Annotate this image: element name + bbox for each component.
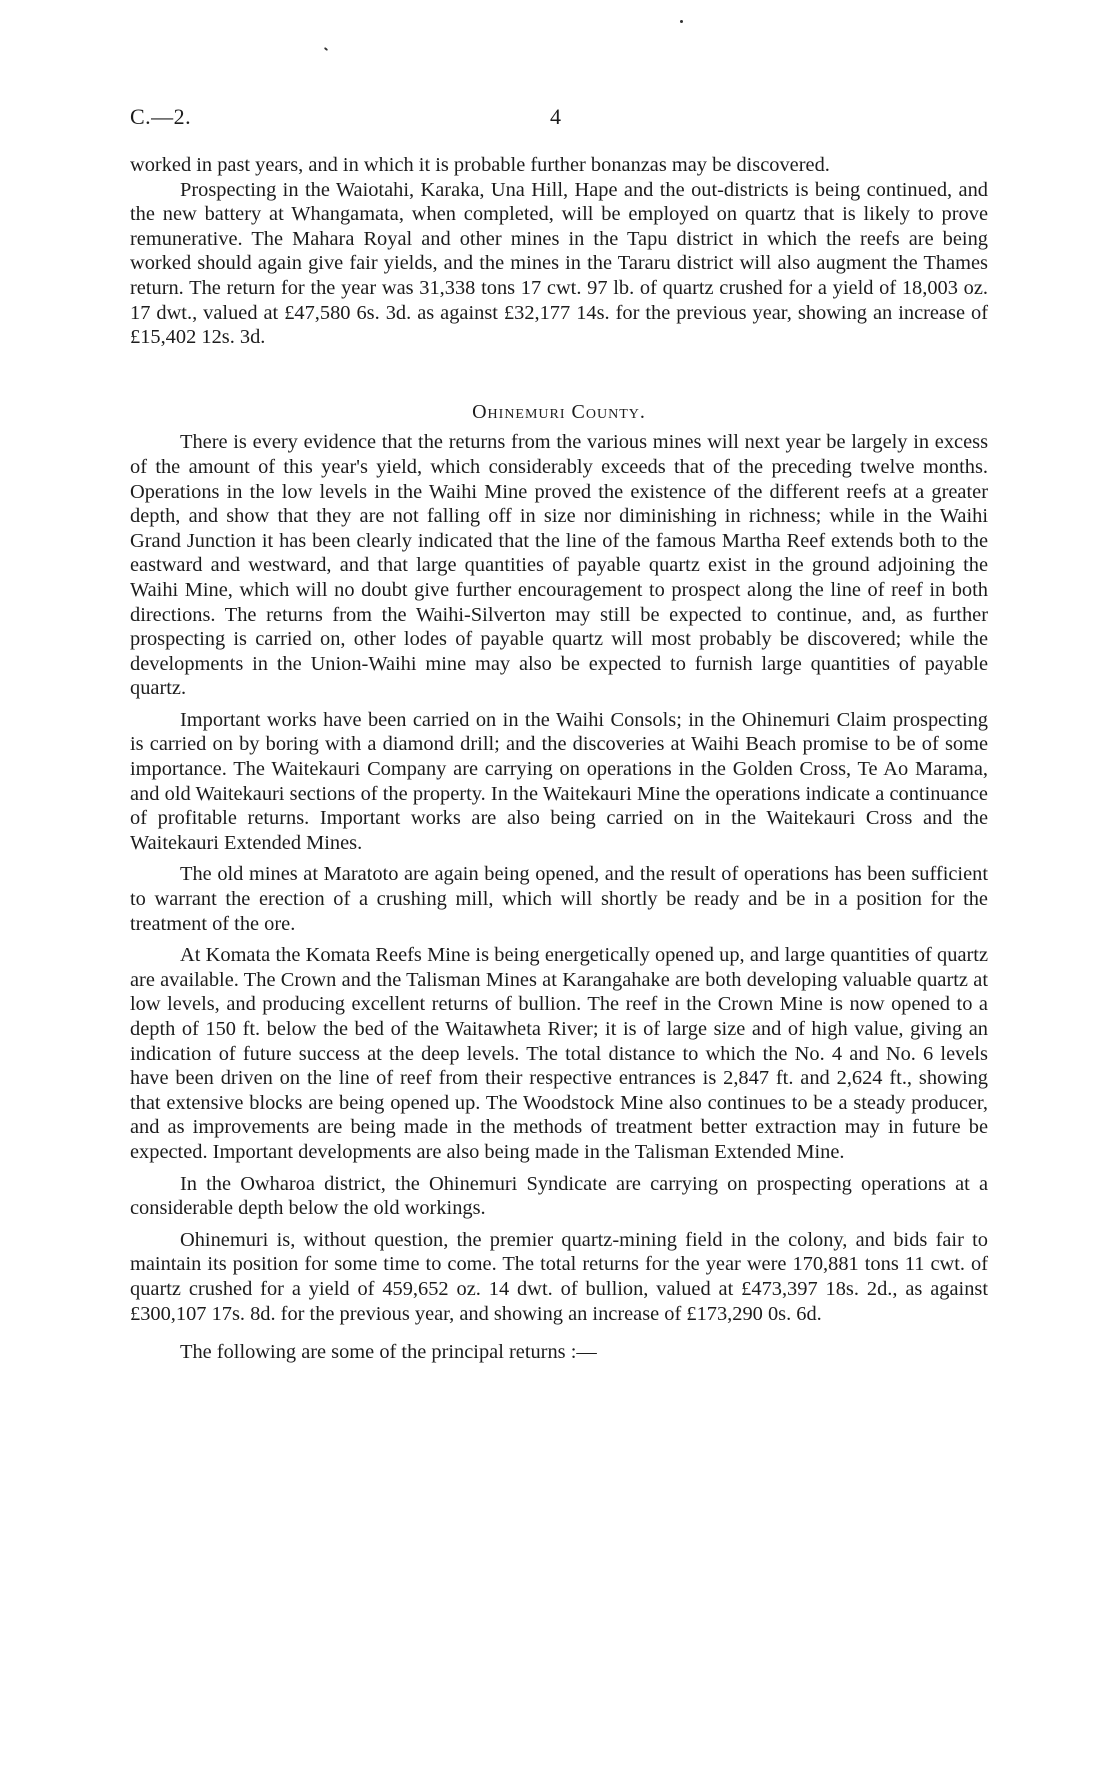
section-heading-ohinemuri-county: Ohinemuri County. (472, 400, 646, 423)
document-reference: C.—2. (130, 104, 192, 129)
page-number: 4 (550, 104, 561, 129)
ink-speck (324, 47, 328, 51)
paragraph-waihi-consols: Important works have been carried on in the Waihi Consols; in the Ohinemuri Claim prospecting is carried on by boring with a diamond drill; and the discoveries at Waihi Beach promise to be of some importance. The Waitekauri Company are carrying on operations in the Golden Cross, Te Ao Marama, and old Waitekauri sections of the property. In the Waitekauri Mine the operations indicate a continuance of profitable returns. Important works are also being carried on in the Waitekauri Cross and the Waitekauri Extended Mines. (130, 708, 988, 854)
paragraph-continuation: worked in past years, and in which it is probable further bonanzas may be discovered. (130, 154, 830, 176)
paragraph-komata: At Komata the Komata Reefs Mine is being energetically opened up, and large quantities of quartz are available. The Crown and the Talisman Mines at Karangahake are both developing valuable quartz at low levels, and producing excellent returns of bullion. The reef in the Crown Mine is now opened to a depth of 150 ft. below the bed of the Waitawheta River; it is of large size and of high value, giving an indication of future success at the deep levels. The total distance to which the No. 4 and No. 6 levels have been driven on the line of reef from their respective entrances is 2,847 ft. and 2,624 ft., showing that extensive blocks are being opened up. The Woodstock Mine also continues to be a steady producer, and as improvements are being made in the methods of treatment better extraction may in future be expected. Important developments are also being made in the Talisman Extended Mine. (130, 944, 988, 1163)
paragraph-maratoto: The old mines at Maratoto are again being opened, and the result of operations has been sufficient to warrant the erection of a crushing mill, which will shortly be ready and be in a position for the treatment of the ore. (130, 863, 988, 935)
body-text (130, 153, 988, 1365)
paragraph-principal-returns-intro: The following are some of the principal returns :— (180, 1341, 597, 1364)
ink-speck (680, 20, 683, 23)
paragraph-ohinemuri-evidence: There is every evidence that the returns from the various mines will next year be largely in excess of the amount of this year's yield, which considerably exceeds that of the preceding twelve months. Operations in the low levels in the Waihi Mine proved the existence of the different reefs at a greater depth, and show that they are not falling off in size nor diminishing in richness; while in the Waihi Grand Junction it has been clearly indicated that the line of the famous Martha Reef extends both to the eastward and westward, and that large quantities of payable quartz exist in the ground adjoining the Waihi Mine, which will no doubt give further encouragement to prospect along the line of reef in both directions. The returns from the Waihi-Silverton may still be expected to continue, and, as further prospecting is carried on, other lodes of payable quartz will most probably be discovered; while the developments in the Union-Waihi mine may also be expected to furnish large quantities of payable quartz. (130, 431, 988, 700)
page-header (130, 104, 988, 138)
paragraph-thames-prospecting: Prospecting in the Waiotahi, Karaka, Una Hill, Hape and the out-districts is being continued, and the new battery at Whangamata, when completed, will be employed on quartz that is likely to prove remunerative. The Mahara Royal and other mines in the Tapu district in which the reefs are being worked should again give fair yields, and the mines in the Tararu district will also augment the Thames return. The return for the year was 31,338 tons 17 cwt. 97 lb. of quartz crushed for a yield of 18,003 oz. 17 dwt., valued at £47,580 6s. 3d. as against £32,177 14s. for the previous year, showing an increase of £15,402 12s. 3d. (130, 178, 988, 349)
paragraph-owharoa: In the Owharoa district, the Ohinemuri Syndicate are carrying on prospecting operations at a considerable depth below the old workings. (130, 1172, 988, 1220)
paragraph-ohinemuri-returns: Ohinemuri is, without question, the premier quartz-mining field in the colony, and bids fair to maintain its position for some time to come. The total returns for the year were 170,881 tons 11 cwt. of quartz crushed for a yield of 459,652 oz. 14 dwt. of bullion, valued at £473,397 18s. 2d., as against £300,107 17s. 8d. for the previous year, and showing an increase of £173,290 0s. 6d. (130, 1228, 988, 1325)
